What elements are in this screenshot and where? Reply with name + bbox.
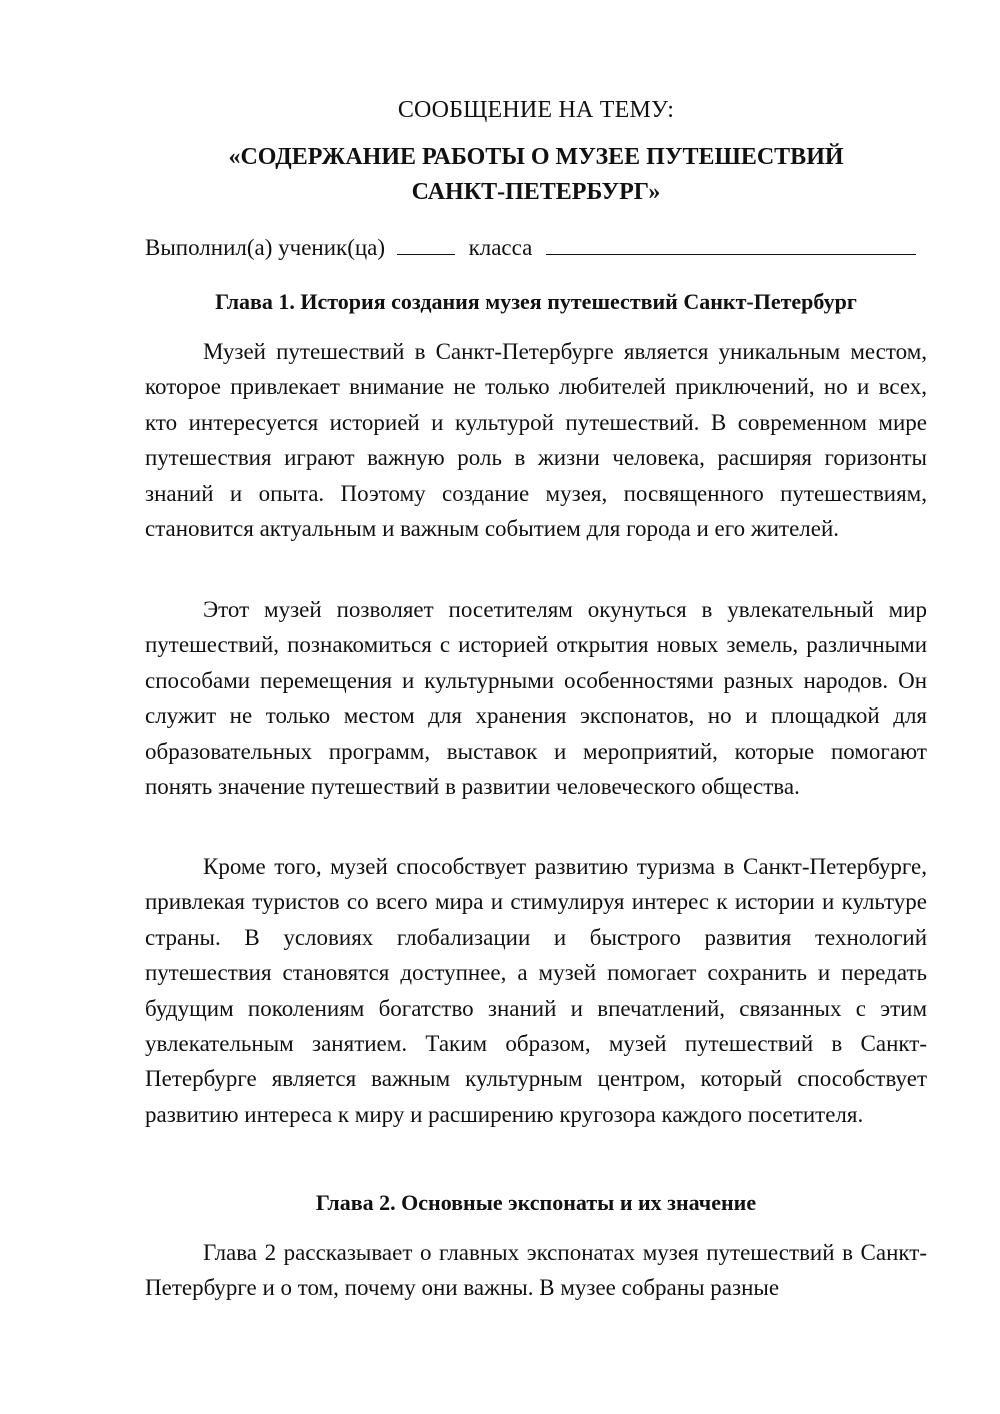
document-title	[145, 140, 927, 210]
student-info-line	[145, 232, 927, 263]
chapter-2-paragraph-1: Глава 2 рассказывает о главных экспонатах музея путешествий в Санкт-Петербурге и о том, почему они важны. В музее собраны разные	[145, 1240, 927, 1301]
document-type-heading: СООБЩЕНИЕ НА ТЕМУ:	[397, 97, 675, 123]
chapter-2-heading: Глава 2. Основные экспонаты и их значение	[315, 1190, 757, 1215]
document-title-line-2: САНКТ-ПЕТЕРБУРГ»	[411, 179, 661, 205]
chapter-1-paragraph-2: Этот музей позволяет посетителям окунуться в увлекательный мир путешествий, познакомиться с историей открытия новых земель, различными способами перемещения и культурными особенностями разных народов. Он служит не только местом для хранения экспонатов, но и площадкой для образовательных программ, выставок и мероприятий, которые помогают понять значение путешествий в развитии человеческого общества.	[145, 597, 927, 800]
class-blank	[546, 232, 916, 255]
chapter-1-paragraph-1: Музей путешествий в Санкт-Петербурге является уникальным местом, которое привлекает внимание не только любителей приключений, но и всех, кто интересуется историей и культурой путешествий. В современном мире путешествия играют важную роль в жизни человека, расширяя горизонты знаний и опыта. Поэтому создание музея, посвященного путешествиям, становится актуальным и важным событием для города и его жителей.	[145, 339, 927, 542]
chapter-1-paragraph-3: Кроме того, музей способствует развитию туризма в Санкт-Петербурге, привлекая туристов со всего мира и стимулируя интерес к истории и культуре страны. В условиях глобализации и быстрого развития технологий путешествия становятся доступнее, а музей помогает сохранить и передать будущим поколениям богатство знаний и впечатлений, связанных с этим увлекательным занятием. Таким образом, музей путешествий в Санкт-Петербурге является важным культурным центром, который способствует развитию интереса к миру и расширению кругозора каждого посетителя.	[145, 854, 927, 1127]
class-label: класса	[468, 235, 533, 260]
chapter-1-heading: Глава 1. История создания музея путешествий Санкт-Петербург	[215, 289, 857, 314]
grade-blank	[397, 232, 455, 255]
performed-by-label: Выполнил(а) ученик(ца)	[145, 235, 386, 260]
document-title-line-1: «СОДЕРЖАНИЕ РАБОТЫ О МУЗЕЕ ПУТЕШЕСТВИЙ	[228, 144, 844, 170]
